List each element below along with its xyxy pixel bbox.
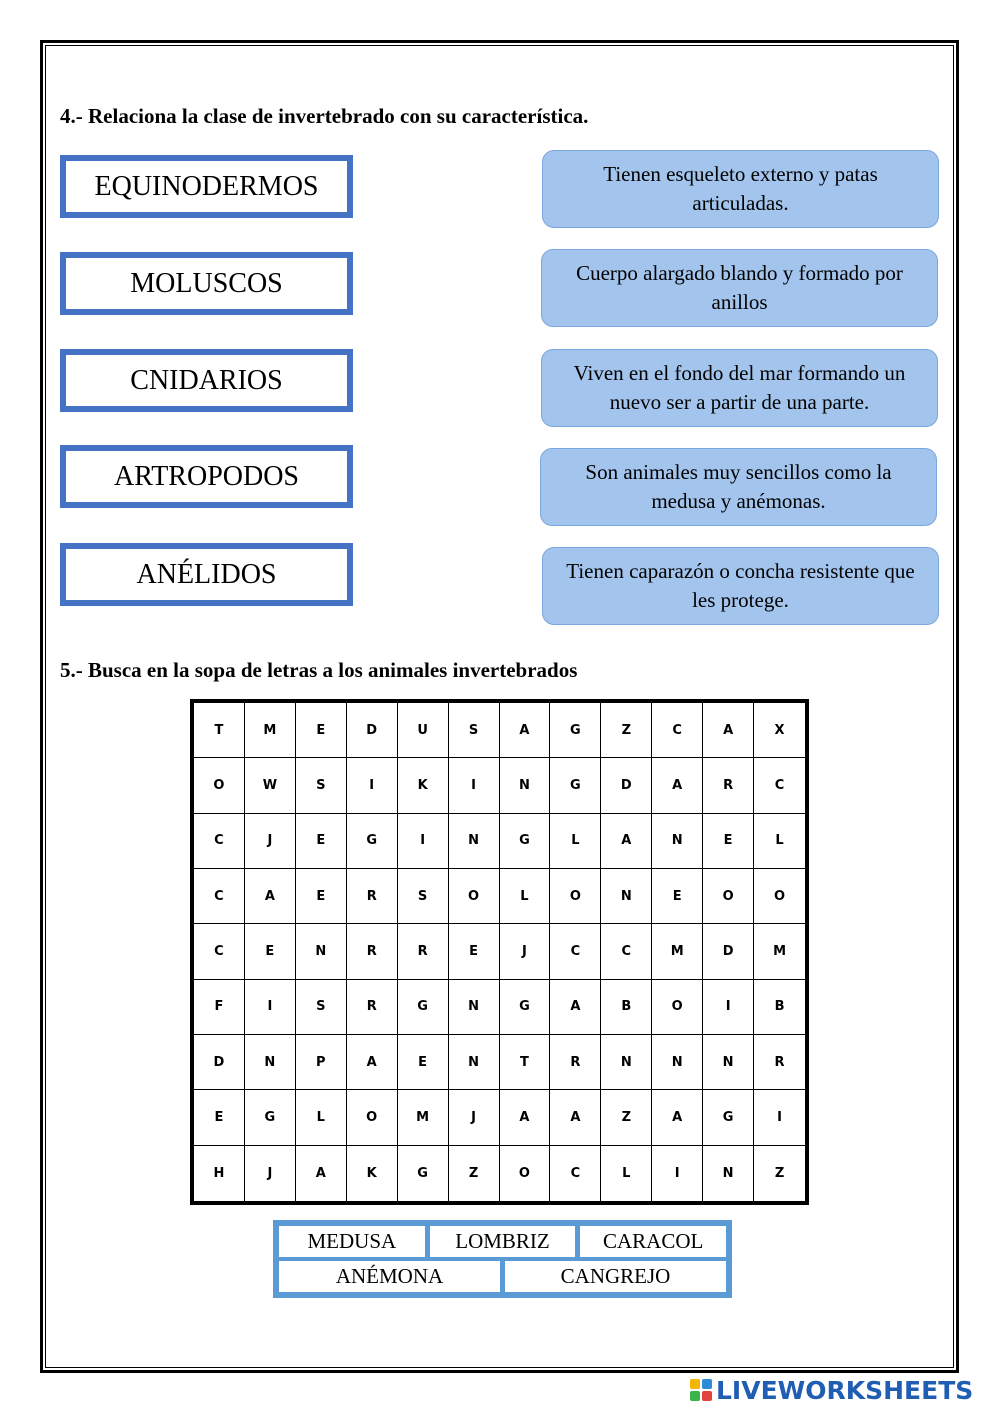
grid-cell[interactable]: R [347, 924, 398, 979]
grid-cell[interactable]: C [754, 758, 805, 813]
grid-cell[interactable]: U [398, 703, 449, 758]
grid-cell[interactable]: G [703, 1090, 754, 1145]
grid-cell[interactable]: P [296, 1035, 347, 1090]
grid-cell[interactable]: I [398, 814, 449, 869]
grid-cell[interactable]: J [500, 924, 551, 979]
grid-cell[interactable]: M [398, 1090, 449, 1145]
liveworksheets-logo[interactable] [690, 1375, 973, 1405]
grid-cell[interactable]: N [245, 1035, 296, 1090]
grid-cell[interactable]: E [296, 703, 347, 758]
grid-cell[interactable]: G [550, 703, 601, 758]
grid-cell[interactable]: B [601, 980, 652, 1035]
grid-cell[interactable]: I [652, 1146, 703, 1201]
grid-cell[interactable]: N [449, 1035, 500, 1090]
grid-cell[interactable]: E [398, 1035, 449, 1090]
grid-cell[interactable]: G [550, 758, 601, 813]
word-bank-item: ANÉMONA [279, 1261, 500, 1292]
description-box[interactable]: Son animales muy sencillos como la medusa y anémonas. [540, 448, 937, 526]
grid-cell[interactable]: O [703, 869, 754, 924]
grid-cell[interactable]: Z [449, 1146, 500, 1201]
grid-cell[interactable]: N [652, 814, 703, 869]
grid-cell[interactable]: M [754, 924, 805, 979]
grid-cell[interactable]: G [347, 814, 398, 869]
grid-cell[interactable]: A [296, 1146, 347, 1201]
grid-cell[interactable]: E [703, 814, 754, 869]
grid-cell[interactable]: S [296, 758, 347, 813]
grid-cell[interactable]: E [194, 1090, 245, 1145]
grid-cell[interactable]: R [398, 924, 449, 979]
word-bank-item: CARACOL [580, 1226, 726, 1257]
grid-cell[interactable]: T [500, 1035, 551, 1090]
grid-cell[interactable]: C [550, 1146, 601, 1201]
grid-cell[interactable]: A [703, 703, 754, 758]
grid-cell[interactable]: N [449, 980, 500, 1035]
grid-cell[interactable]: R [347, 869, 398, 924]
class-box-artropodos[interactable]: ARTROPODOS [60, 445, 353, 508]
grid-cell[interactable]: L [754, 814, 805, 869]
grid-cell[interactable]: A [652, 758, 703, 813]
grid-cell[interactable]: N [601, 1035, 652, 1090]
class-box-equinodermos[interactable]: EQUINODERMOS [60, 155, 353, 218]
grid-cell[interactable]: N [703, 1035, 754, 1090]
grid-cell[interactable]: J [245, 1146, 296, 1201]
grid-cell[interactable]: I [245, 980, 296, 1035]
grid-cell[interactable]: M [245, 703, 296, 758]
grid-cell[interactable]: Z [774, 1165, 785, 1181]
grid-cell[interactable]: R [347, 980, 398, 1035]
grid-cell[interactable]: C [194, 814, 245, 869]
grid-cell[interactable]: I [347, 758, 398, 813]
grid-cell[interactable]: E [296, 814, 347, 869]
word-bank-item: LOMBRIZ [430, 1226, 576, 1257]
grid-cell[interactable]: G [245, 1090, 296, 1145]
word-bank-item: CANGREJO [505, 1261, 726, 1292]
class-box-cnidarios[interactable]: CNIDARIOS [60, 349, 353, 412]
word-search-grid[interactable] [190, 699, 809, 1205]
grid-cell[interactable]: E [245, 924, 296, 979]
grid-cell[interactable]: C [194, 869, 245, 924]
grid-cell[interactable]: I [449, 758, 500, 813]
grid-cell[interactable]: D [347, 703, 398, 758]
section5-title: 5.- Busca en la sopa de letras a los animales invertebrados [60, 658, 578, 682]
section4-title: 4.- Relaciona la clase de invertebrado con su característica. [60, 104, 589, 128]
grid-cell[interactable]: N [601, 869, 652, 924]
grid-cell[interactable]: G [398, 1146, 449, 1201]
grid-cell[interactable]: C [194, 924, 245, 979]
grid-cell[interactable]: Z [601, 1090, 652, 1145]
grid-cell[interactable]: O [754, 869, 805, 924]
grid-cell[interactable]: D [194, 1035, 245, 1090]
class-box-anelidos[interactable]: ANÉLIDOS [60, 543, 353, 606]
grid-cell[interactable]: J [245, 814, 296, 869]
grid-cell[interactable]: J [449, 1090, 500, 1145]
grid-cell[interactable]: A [500, 703, 551, 758]
grid-cell[interactable]: L [500, 869, 551, 924]
grid-cell[interactable]: R [754, 1035, 805, 1090]
grid-cell[interactable]: F [194, 980, 245, 1035]
grid-cell[interactable]: A [550, 980, 601, 1035]
grid-cell[interactable]: T [194, 703, 245, 758]
grid-cell[interactable]: A [601, 814, 652, 869]
word-bank [273, 1220, 732, 1298]
class-box-moluscos[interactable]: MOLUSCOS [60, 252, 353, 315]
grid-cell[interactable]: L [601, 1146, 652, 1201]
grid-cell[interactable]: A [245, 869, 296, 924]
grid-cell[interactable]: D [601, 758, 652, 813]
grid-cell[interactable]: X [754, 703, 805, 758]
grid-cell[interactable]: G [398, 980, 449, 1035]
grid-cell[interactable]: S [296, 980, 347, 1035]
grid-cell[interactable]: N [500, 758, 551, 813]
grid-cell[interactable]: S [398, 869, 449, 924]
grid-cell[interactable]: H [194, 1146, 245, 1201]
grid-cell[interactable]: N [652, 1035, 703, 1090]
grid-cell[interactable]: A [652, 1090, 703, 1145]
description-box[interactable]: Tienen caparazón o concha resistente que les protege. [542, 547, 939, 625]
grid-cell[interactable]: N [296, 924, 347, 979]
grid-cell[interactable]: W [245, 758, 296, 813]
grid-cell[interactable]: A [347, 1035, 398, 1090]
description-box[interactable]: Cuerpo alargado blando y formado por anillos [541, 249, 938, 327]
word-bank-item: MEDUSA [279, 1226, 425, 1257]
word-bank-row [279, 1226, 726, 1257]
grid-cell[interactable]: O [194, 758, 245, 813]
grid-cell[interactable]: O [347, 1090, 398, 1145]
grid-cell[interactable]: E [449, 924, 500, 979]
grid-cell[interactable]: O [449, 869, 500, 924]
grid-cell[interactable]: A [500, 1090, 551, 1145]
grid-cell[interactable]: G [500, 814, 551, 869]
grid-cell[interactable]: M [652, 924, 703, 979]
grid-cell[interactable]: N [703, 1146, 754, 1201]
grid-cell[interactable]: A [550, 1090, 601, 1145]
grid-cell[interactable]: E [652, 869, 703, 924]
grid-cell[interactable]: L [550, 814, 601, 869]
grid-cell[interactable]: L [296, 1090, 347, 1145]
grid-cell[interactable]: O [500, 1146, 551, 1201]
description-box[interactable]: Tienen esqueleto externo y patas articuladas. [542, 150, 939, 228]
grid-cell[interactable]: R [550, 1035, 601, 1090]
grid-cell[interactable]: S [449, 703, 500, 758]
grid-cell[interactable]: K [347, 1146, 398, 1201]
grid-cell[interactable]: I [703, 980, 754, 1035]
grid-cell[interactable]: C [550, 924, 601, 979]
grid-cell[interactable]: Z [601, 703, 652, 758]
grid-cell[interactable]: O [652, 980, 703, 1035]
grid-cell[interactable]: B [754, 980, 805, 1035]
grid-cell[interactable]: K [398, 758, 449, 813]
grid-cell[interactable]: E [296, 869, 347, 924]
description-box[interactable]: Viven en el fondo del mar formando un nuevo ser a partir de una parte. [541, 349, 938, 427]
word-bank-row [279, 1261, 726, 1292]
grid-cell[interactable]: D [703, 924, 754, 979]
grid-cell[interactable]: N [449, 814, 500, 869]
grid-cell[interactable]: C [601, 924, 652, 979]
grid-cell[interactable]: G [500, 980, 551, 1035]
grid-cell[interactable]: I [754, 1090, 805, 1145]
grid-cell[interactable]: C [652, 703, 703, 758]
grid-cell[interactable]: O [550, 869, 601, 924]
liveworksheets-logo-icon [690, 1379, 712, 1401]
grid-cell[interactable]: R [703, 758, 754, 813]
logo-text: LIVEWORKSHEETS [716, 1375, 974, 1405]
